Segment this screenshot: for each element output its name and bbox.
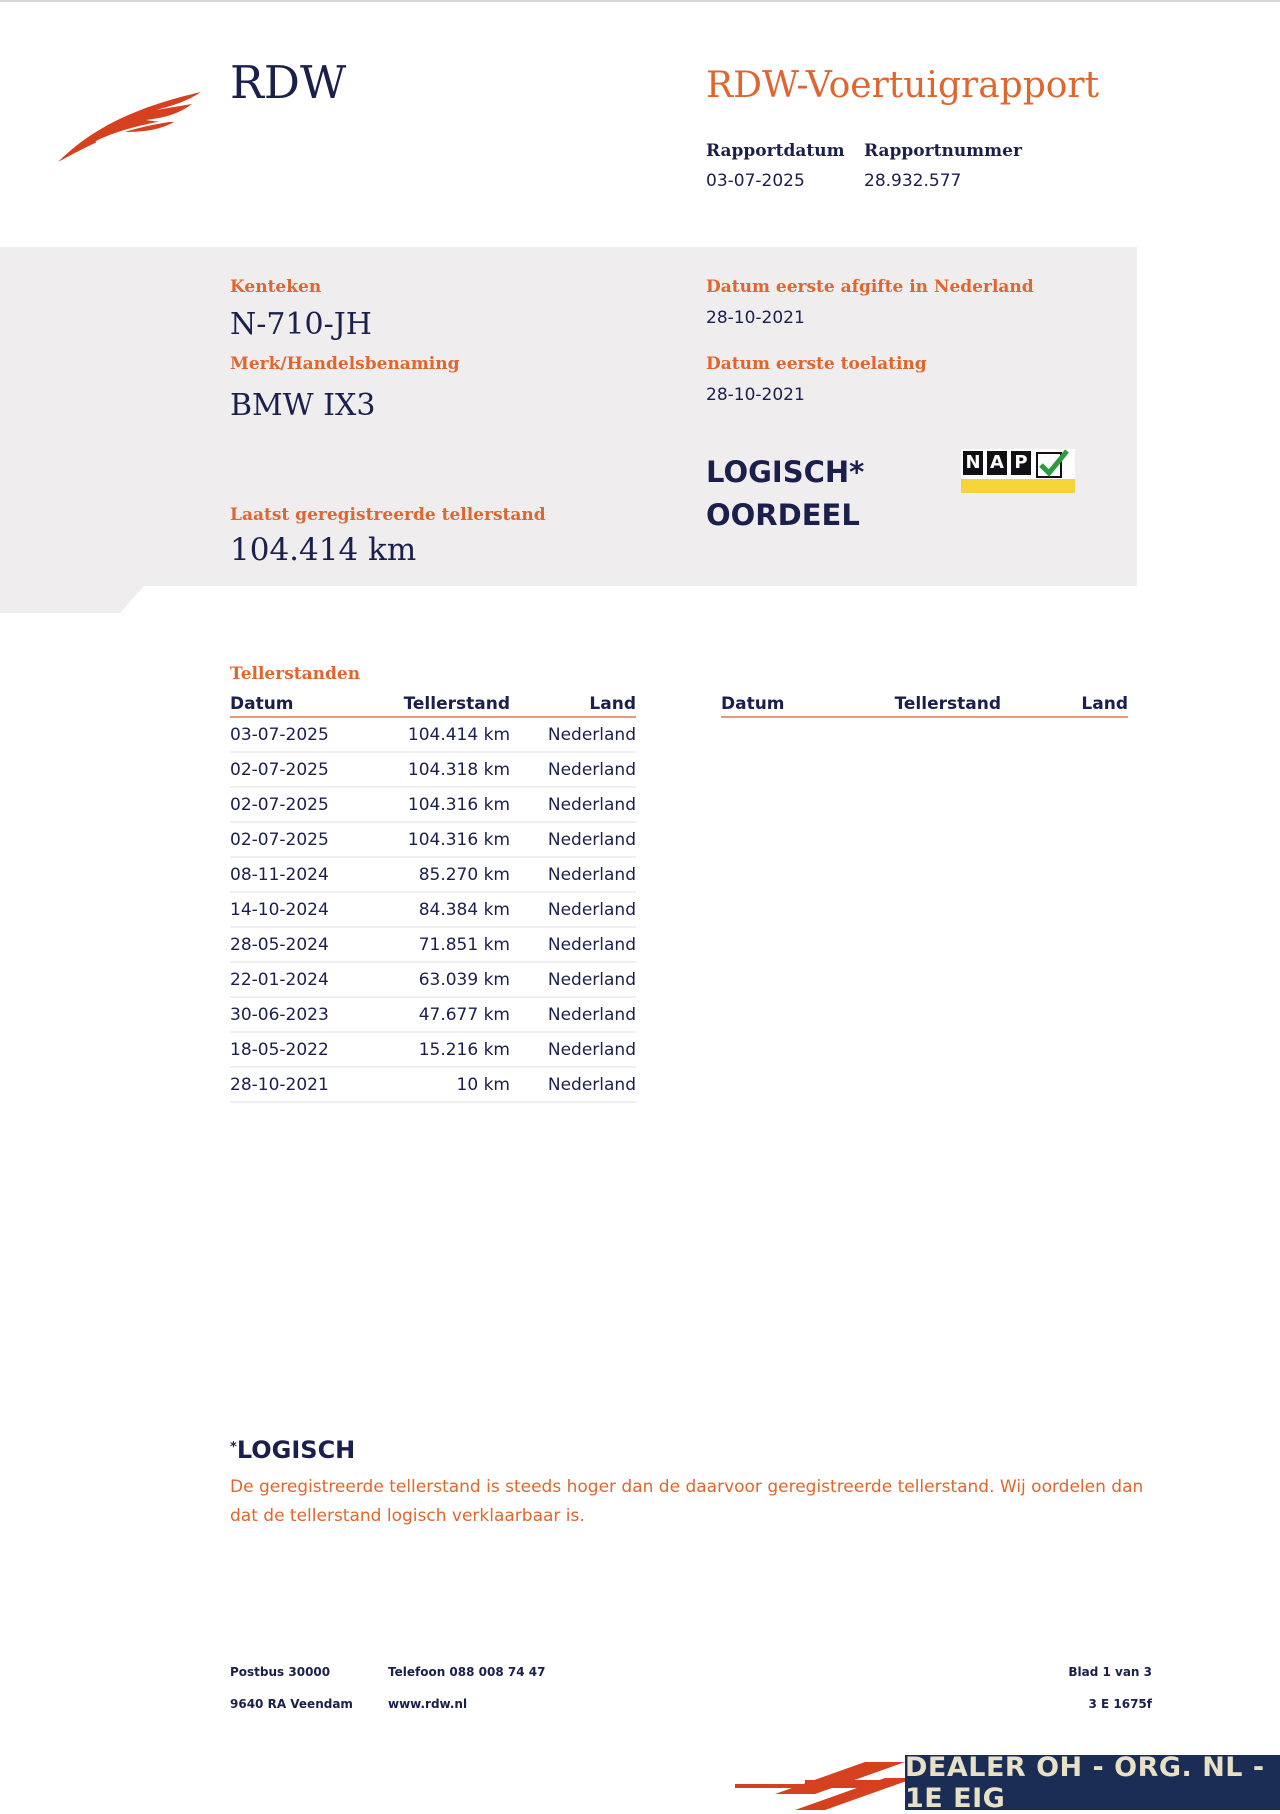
odometer-table-right xyxy=(721,694,1128,718)
table-row xyxy=(230,1032,636,1067)
row-reading: 104.316 km xyxy=(380,787,510,822)
verdict-line-2: OORDEEL xyxy=(706,498,860,532)
row-date: 08-11-2024 xyxy=(230,857,380,892)
row-country: Nederland xyxy=(510,892,636,927)
plate-value: N-710-JH xyxy=(230,307,372,342)
report-number-label: Rapportnummer xyxy=(864,141,1022,161)
footer-page: Blad 1 van 3 xyxy=(1068,1665,1152,1679)
row-country: Nederland xyxy=(510,717,636,752)
make-label: Merk/Handelsbenaming xyxy=(230,354,460,374)
row-reading: 47.677 km xyxy=(380,997,510,1032)
table-row xyxy=(230,927,636,962)
report-number: 28.932.577 xyxy=(864,171,962,191)
odometer-table xyxy=(230,694,636,1103)
col-reading-right: Tellerstand xyxy=(871,694,1001,717)
row-reading: 15.216 km xyxy=(380,1032,510,1067)
row-country: Nederland xyxy=(510,857,636,892)
table-row xyxy=(230,717,636,752)
footnote-text-line-1: De geregistreerde tellerstand is steeds hoger dan de daarvoor geregistreerde tellerstand. Wij oordelen dan xyxy=(230,1477,1144,1497)
row-country: Nederland xyxy=(510,962,636,997)
odometer-header-row-right xyxy=(721,694,1128,717)
rdw-logo-icon xyxy=(56,84,206,164)
verdict-line-1: LOGISCH* xyxy=(706,455,865,489)
table-row xyxy=(230,822,636,857)
row-country: Nederland xyxy=(510,787,636,822)
row-date: 02-07-2025 xyxy=(230,787,380,822)
row-date: 30-06-2023 xyxy=(230,997,380,1032)
row-reading: 63.039 km xyxy=(380,962,510,997)
row-reading: 10 km xyxy=(380,1067,510,1102)
first-admission-label: Datum eerste toelating xyxy=(706,354,927,374)
row-country: Nederland xyxy=(510,822,636,857)
vehicle-summary-panel xyxy=(0,247,1137,613)
row-date: 28-05-2024 xyxy=(230,927,380,962)
table-row xyxy=(230,997,636,1032)
nap-letter-a: A xyxy=(987,451,1007,475)
footer-code: 3 E 1675f xyxy=(1088,1697,1152,1711)
col-country-right: Land xyxy=(1001,694,1128,717)
col-date: Datum xyxy=(230,694,380,717)
footer-city: 9640 RA Veendam xyxy=(230,1697,353,1711)
row-date: 02-07-2025 xyxy=(230,752,380,787)
odometer-header-row xyxy=(230,694,636,717)
first-issue-label: Datum eerste afgifte in Nederland xyxy=(706,277,1034,297)
footnote-marker: * xyxy=(230,1440,237,1455)
report-date-label: Rapportdatum xyxy=(706,141,845,161)
check-icon xyxy=(1035,449,1071,481)
row-reading: 71.851 km xyxy=(380,927,510,962)
row-reading: 104.316 km xyxy=(380,822,510,857)
arrow-stripes-icon xyxy=(735,1762,915,1810)
report-date: 03-07-2025 xyxy=(706,171,805,191)
nap-letter-n: N xyxy=(963,451,983,475)
row-date: 22-01-2024 xyxy=(230,962,380,997)
row-reading: 104.318 km xyxy=(380,752,510,787)
org-name: RDW xyxy=(230,56,347,109)
first-admission-value: 28-10-2021 xyxy=(706,385,805,405)
nap-letter-p: P xyxy=(1011,451,1031,475)
odometer-section-title: Tellerstanden xyxy=(230,664,361,684)
col-date-right: Datum xyxy=(721,694,871,717)
table-row xyxy=(230,892,636,927)
row-date: 18-05-2022 xyxy=(230,1032,380,1067)
footnote-text-line-2: dat de tellerstand logisch verklaarbaar is. xyxy=(230,1506,585,1526)
table-row xyxy=(230,857,636,892)
nap-logo xyxy=(961,449,1075,493)
footer-website[interactable]: www.rdw.nl xyxy=(388,1697,468,1711)
row-country: Nederland xyxy=(510,927,636,962)
table-row xyxy=(230,962,636,997)
last-odo-label: Laatst geregistreerde tellerstand xyxy=(230,505,546,525)
row-reading: 85.270 km xyxy=(380,857,510,892)
top-border xyxy=(0,0,1280,2)
row-reading: 84.384 km xyxy=(380,892,510,927)
table-row xyxy=(230,1067,636,1102)
table-row xyxy=(230,752,636,787)
table-row xyxy=(230,787,636,822)
row-reading: 104.414 km xyxy=(380,717,510,752)
row-country: Nederland xyxy=(510,997,636,1032)
report-title: RDW-Voertuigrapport xyxy=(706,65,1100,106)
make-value: BMW IX3 xyxy=(230,388,376,423)
col-reading: Tellerstand xyxy=(380,694,510,717)
footnote-title: LOGISCH xyxy=(236,1436,356,1464)
footnote-text xyxy=(230,1473,1143,1531)
row-date: 28-10-2021 xyxy=(230,1067,380,1102)
plate-label: Kenteken xyxy=(230,277,322,297)
row-country: Nederland xyxy=(510,1032,636,1067)
last-odo-value: 104.414 km xyxy=(230,532,417,568)
dealer-banner xyxy=(905,1751,1280,1814)
first-issue-value: 28-10-2021 xyxy=(706,308,805,328)
footer-postbus: Postbus 30000 xyxy=(230,1665,331,1679)
row-date: 02-07-2025 xyxy=(230,822,380,857)
row-country: Nederland xyxy=(510,1067,636,1102)
row-date: 03-07-2025 xyxy=(230,717,380,752)
footnote-heading xyxy=(230,1436,355,1464)
row-date: 14-10-2024 xyxy=(230,892,380,927)
row-country: Nederland xyxy=(510,752,636,787)
footer-phone: Telefoon 088 008 74 47 xyxy=(388,1665,546,1679)
col-country: Land xyxy=(510,694,636,717)
dealer-banner-text: DEALER OH - ORG. NL - 1E EIG xyxy=(905,1751,1265,1814)
